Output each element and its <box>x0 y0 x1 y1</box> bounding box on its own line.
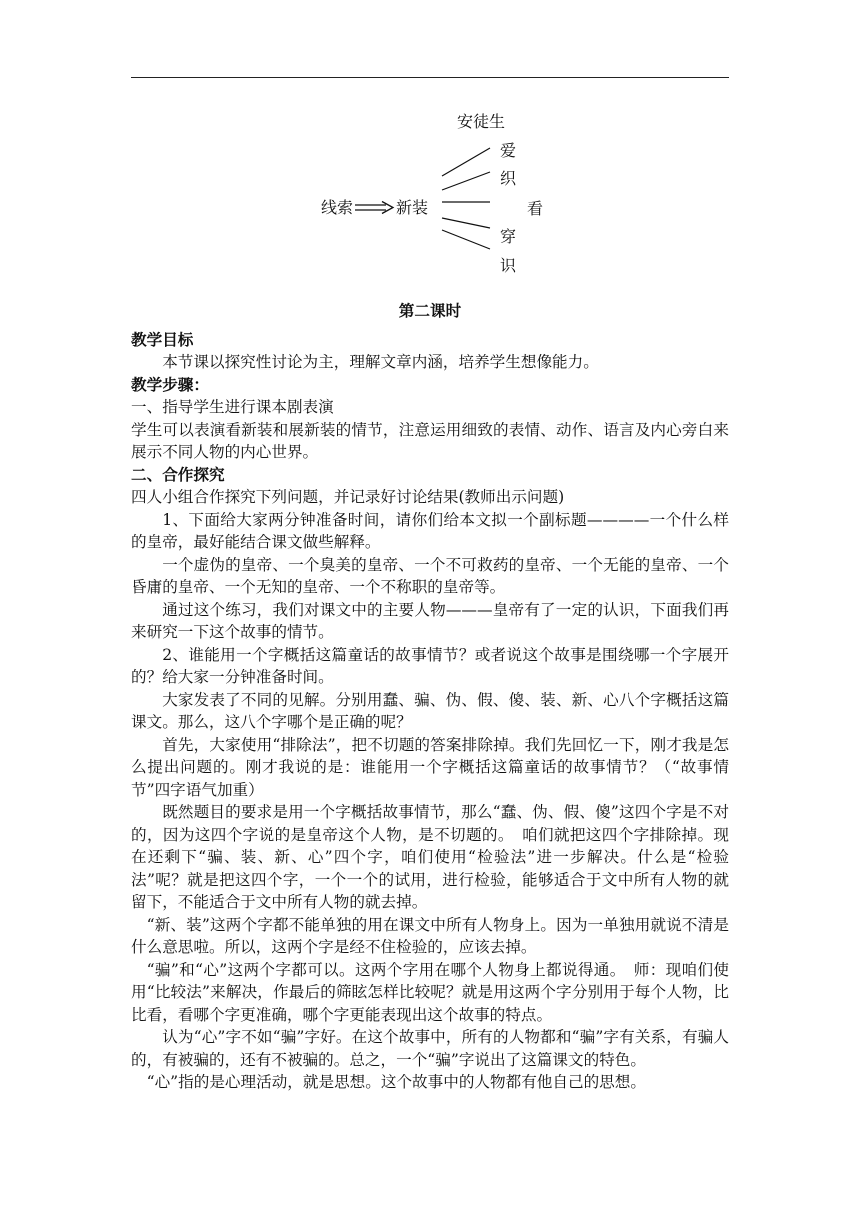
paragraph: 首先，大家使用“排除法”，把不切题的答案排除掉。我们先回忆一下，刚才我是怎么提出问题的。刚才我说的是：谁能用一个字概括这篇童话的故事情节？（“故事情节”四字语气加重） <box>131 735 729 799</box>
steps-heading: 教学步骤： <box>131 374 209 394</box>
diagram-branch-lines <box>438 140 498 250</box>
lesson-content <box>131 300 729 1094</box>
paragraph: 1、下面给大家两分钟准备时间，请你们给本文拟一个副标题————一个什么样的皇帝，最好能结合课文做些解释。 <box>131 510 729 551</box>
paragraph: “骗”和“心”这两个字都可以。这两个字用在哪个人物身上都说得通。 师：现咱们使用“比较法”来解决，作最后的筛眩怎样比较呢？就是用这两个字分别用于每个人物，比比看，看哪个字更准确，哪个字更能表现出这个故事的特点。 <box>131 960 729 1024</box>
double-arrow-icon <box>354 200 396 216</box>
goal-heading: 教学目标 <box>131 329 194 349</box>
paragraph: 一个虚伪的皇帝、一个臭美的皇帝、一个不可救药的皇帝、一个无能的皇帝、一个昏庸的皇帝、一个无知的皇帝、一个不称职的皇帝等。 <box>131 555 729 596</box>
diagram-branch-4: 穿 <box>500 227 517 246</box>
step1-heading: 一、指导学生进行课本剧表演 <box>131 398 334 416</box>
diagram-author: 安徒生 <box>457 112 506 131</box>
paragraph: 既然题目的要求是用一个字概括故事情节，那么“蠢、伪、假、傻”这四个字是不对的，因为这四个字说的是皇帝这个人物，是不切题的。 咱们就把这四个字排除掉。现在还剩下“骗、装、新、心”四个字，咱们使用“检验法”进一步解决。什么是“检验法”呢？就是把这四个字，一个一个的试用，进行检验，能够适合于文中所有人物的就留下，不能适合于文中所有人物的就去掉。 <box>131 803 729 911</box>
paragraph: 通过这个练习，我们对课文中的主要人物———皇帝有了一定的认识，下面我们再来研究一下这个故事的情节。 <box>131 600 729 641</box>
step1-text: 学生可以表演看新装和展新装的情节，注意运用细致的表情、动作、语言及内心旁白来展示不同人物的内心世界。 <box>131 420 729 461</box>
diagram-branch-1: 爱 <box>500 141 517 160</box>
paragraph: 2、谁能用一个字概括这篇童话的故事情节？或者说这个故事是围绕哪一个字展开的？给大家一分钟准备时间。 <box>131 645 729 686</box>
diagram-branch-5: 识 <box>500 256 517 275</box>
clue-diagram <box>0 0 860 290</box>
diagram-branch-2: 织 <box>500 169 517 188</box>
diagram-center-node: 新装 <box>396 198 429 217</box>
paragraph: 认为“心”字不如“骗”字好。在这个故事中，所有的人物都和“骗”字有关系，有骗人的，有被骗的，还有不被骗的。总之，一个“骗”字说出了这篇课文的特色。 <box>131 1028 729 1069</box>
step2-intro: 四人小组合作探究下列问题，并记录好讨论结果(教师出示问题) <box>131 488 565 506</box>
diagram-branch-3: 看 <box>527 199 544 218</box>
paragraph: 大家发表了不同的见解。分别用蠢、骗、伪、假、傻、装、新、心八个字概括这篇课文。那么，这八个字哪个是正确的呢？ <box>131 690 729 731</box>
lesson-title: 第二课时 <box>398 301 462 320</box>
paragraph: “新、装”这两个字都不能单独的用在课文中所有人物身上。因为一单独用就说不清是什么意思啦。所以，这两个字是经不住检验的，应该去掉。 <box>131 915 729 956</box>
diagram-clue-label: 线索 <box>321 198 354 217</box>
goal-text: 本节课以探究性讨论为主，理解文章内涵，培养学生想像能力。 <box>162 353 599 371</box>
paragraph: “心”指的是心理活动，就是思想。这个故事中的人物都有他自己的思想。 <box>146 1073 646 1091</box>
step2-heading: 二、合作探究 <box>131 464 225 484</box>
